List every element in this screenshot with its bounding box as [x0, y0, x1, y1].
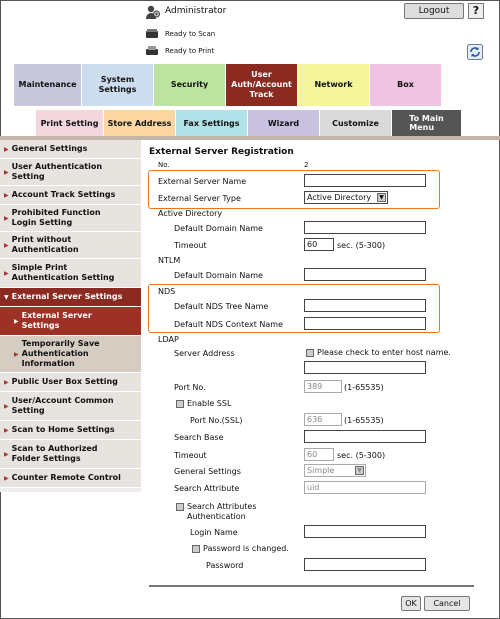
cancel-button[interactable]: Cancel: [424, 596, 470, 611]
sidebar-item-counter-remote-control[interactable]: ▶ Counter Remote Control: [0, 469, 141, 488]
server-name-input[interactable]: [304, 174, 426, 187]
search-base-input[interactable]: [304, 430, 426, 443]
tab-store-address[interactable]: Store Address: [104, 110, 176, 136]
tab-maintenance[interactable]: Maintenance: [14, 64, 82, 106]
search-attr-auth-label: Search Attributes Authentication: [187, 502, 257, 521]
tab-network[interactable]: Network: [298, 64, 370, 106]
pw-changed-checkbox[interactable]: [192, 545, 200, 553]
nds-section-label: NDS: [158, 287, 176, 296]
nds-context-label: Default NDS Context Name: [174, 320, 284, 329]
chevron-down-icon: ▼: [355, 466, 364, 475]
ssl-port-label: Port No.(SSL): [190, 416, 243, 425]
password-input[interactable]: [304, 558, 426, 571]
ldap-timeout-label: Timeout: [174, 451, 207, 460]
sidebar-subitem-temporarily-save-auth[interactable]: ▶ Temporarily Save Authentication Information: [0, 336, 141, 373]
ldap-timeout-unit: sec. (5-300): [337, 451, 386, 460]
tab-security[interactable]: Security: [154, 64, 226, 106]
server-address-label: Server Address: [174, 349, 235, 358]
sidebar-item-general-settings[interactable]: ▶ General Settings: [0, 140, 141, 159]
general-settings-select[interactable]: [304, 464, 366, 477]
refresh-icon[interactable]: [467, 44, 483, 60]
general-settings-value: Simple: [307, 466, 335, 475]
ssl-port-range: (1-65535): [344, 416, 384, 425]
ad-timeout-label: Timeout: [174, 241, 207, 250]
hostname-checkbox[interactable]: [306, 349, 314, 357]
ntlm-section-label: NTLM: [158, 256, 181, 265]
sidebar-item-external-server-settings[interactable]: ▼ External Server Settings: [0, 288, 141, 307]
chevron-down-icon: ▼: [377, 193, 386, 202]
sidebar-item-print-without-auth[interactable]: ▶ Print without Authentication: [0, 232, 141, 259]
logout-button[interactable]: Logout: [404, 3, 464, 19]
printer-icon: [145, 45, 159, 57]
tab-wizard[interactable]: Wizard: [248, 110, 320, 136]
no-value: 2: [304, 161, 309, 169]
admin-user-icon: [145, 4, 161, 20]
sidebar-item-public-user-box[interactable]: ▶ Public User Box Setting: [0, 373, 141, 392]
tab-fax-settings[interactable]: Fax Settings: [176, 110, 248, 136]
general-settings-label: General Settings: [174, 467, 241, 476]
scan-status: [145, 27, 215, 41]
nds-tree-input[interactable]: [304, 299, 426, 312]
sidebar-item-user-authentication-setting[interactable]: ▶ User Authentication Setting: [0, 159, 141, 186]
server-type-value: Active Directory: [307, 193, 372, 202]
ad-domain-input[interactable]: [304, 221, 426, 234]
port-input[interactable]: 389: [304, 380, 342, 393]
page-title: External Server Registration: [149, 147, 294, 157]
main-tabs: [14, 64, 442, 106]
ldap-section-label: LDAP: [158, 335, 179, 344]
tab-box[interactable]: Box: [370, 64, 442, 106]
print-status-text: Ready to Print: [165, 47, 215, 55]
search-attr-label: Search Attribute: [174, 484, 240, 493]
sidebar-item-user-account-common[interactable]: ▶ User/Account Common Setting: [0, 392, 141, 421]
ad-timeout-input[interactable]: 60: [304, 238, 334, 251]
server-address-input[interactable]: [304, 361, 426, 374]
user-name: Administrator: [165, 6, 227, 16]
sidebar-item-scan-to-authorized-folder[interactable]: ▶ Scan to Authorized Folder Settings: [0, 440, 141, 469]
sidebar-item-simple-print-auth[interactable]: ▶ Simple Print Authentication Setting: [0, 259, 141, 288]
hostname-check-label: Please check to enter host name.: [317, 348, 451, 357]
tab-system-settings[interactable]: System Settings: [82, 64, 154, 106]
nds-tree-label: Default NDS Tree Name: [174, 302, 269, 311]
ok-button[interactable]: OK: [401, 596, 421, 611]
port-label: Port No.: [174, 383, 206, 392]
sidebar-item-scan-to-home[interactable]: ▶ Scan to Home Settings: [0, 421, 141, 440]
sidebar-subitem-external-server-settings[interactable]: ▶ External Server Settings: [0, 307, 141, 336]
password-label: Password: [206, 561, 244, 570]
sub-tabs: [36, 110, 462, 136]
tab-print-setting[interactable]: Print Setting: [36, 110, 104, 136]
server-type-select[interactable]: [304, 191, 388, 204]
ssl-port-input[interactable]: 636: [304, 413, 342, 426]
ad-section-label: Active Directory: [158, 209, 223, 218]
search-attr-input[interactable]: uid: [304, 481, 426, 494]
ad-timeout-unit: sec. (5-300): [337, 241, 386, 250]
login-name-input[interactable]: [304, 525, 426, 538]
pw-changed-label: Password is changed.: [203, 544, 289, 553]
tab-customize[interactable]: Customize: [320, 110, 392, 136]
scan-status-text: Ready to Scan: [165, 30, 216, 38]
help-button[interactable]: ?: [468, 3, 484, 19]
scanner-icon: [145, 28, 159, 40]
ldap-timeout-input[interactable]: 60: [304, 448, 334, 461]
sidebar: [0, 140, 141, 492]
port-range: (1-65535): [344, 383, 384, 392]
form-divider: [149, 585, 474, 587]
ad-domain-label: Default Domain Name: [174, 224, 263, 233]
ntlm-domain-label: Default Domain Name: [174, 271, 263, 280]
ssl-label: Enable SSL: [187, 399, 232, 408]
sidebar-item-prohibited-function[interactable]: ▶ Prohibited Function Login Setting: [0, 205, 141, 232]
search-base-label: Search Base: [174, 433, 224, 442]
server-name-label: External Server Name: [158, 177, 247, 186]
login-name-label: Login Name: [190, 528, 238, 537]
no-label: No.: [158, 161, 170, 169]
print-status: [145, 44, 214, 58]
server-type-label: External Server Type: [158, 194, 241, 203]
tab-user-auth-account-track[interactable]: User Auth/Account Track: [226, 64, 298, 106]
sidebar-item-account-track-settings[interactable]: ▶ Account Track Settings: [0, 186, 141, 205]
tab-to-main-menu[interactable]: To Main Menu: [392, 110, 462, 136]
ssl-checkbox[interactable]: [176, 400, 184, 408]
ntlm-domain-input[interactable]: [304, 268, 426, 281]
nds-context-input[interactable]: [304, 317, 426, 330]
